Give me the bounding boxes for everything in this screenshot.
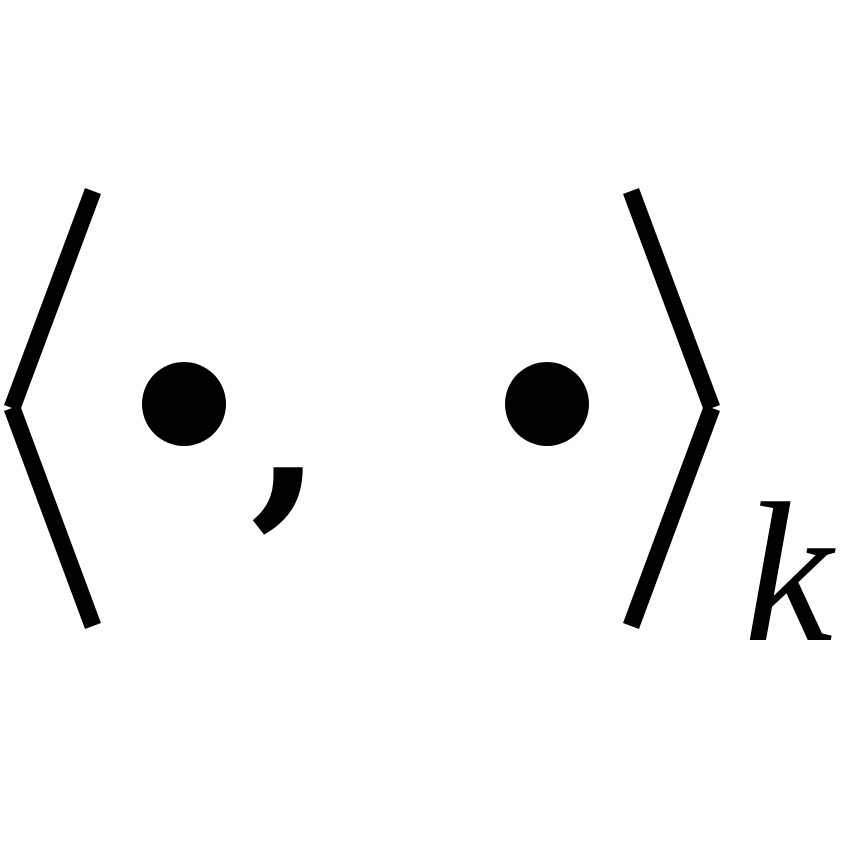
first-bullet bbox=[142, 362, 226, 446]
comma-separator: , bbox=[250, 303, 324, 550]
second-bullet bbox=[505, 362, 589, 446]
left-angle-bracket bbox=[12, 191, 93, 626]
subscript-k: k bbox=[744, 463, 833, 684]
right-angle-bracket bbox=[631, 191, 712, 626]
